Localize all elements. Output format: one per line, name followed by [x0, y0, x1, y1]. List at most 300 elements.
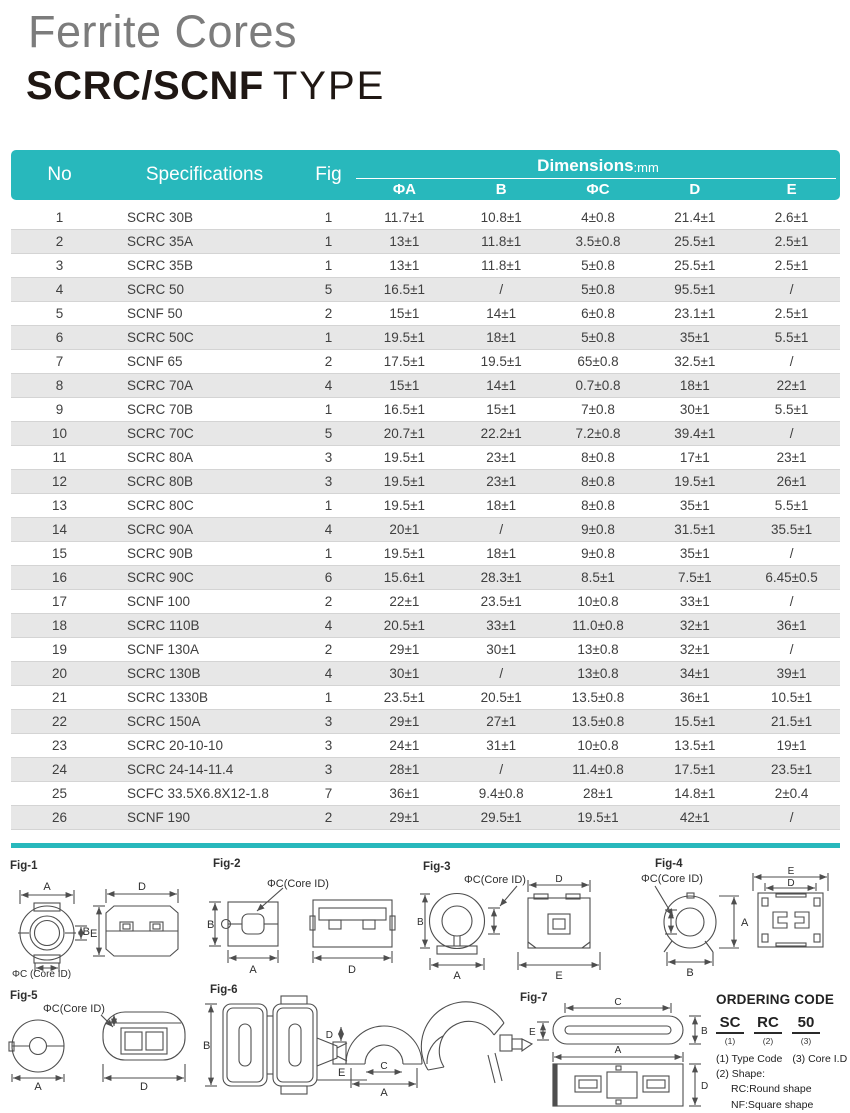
cell-no: 13 — [51, 498, 68, 513]
table-row — [11, 469, 840, 493]
cell-b: / — [499, 522, 504, 537]
cell-no: 1 — [55, 209, 64, 225]
table-row — [11, 805, 840, 829]
code-shape: RC — [754, 1014, 782, 1034]
cell-a: 13±1 — [389, 258, 420, 273]
cell-spec: SCRC 70C — [127, 426, 194, 441]
fig7-dim-c: C — [614, 997, 622, 1008]
code-type: SC — [716, 1014, 744, 1034]
fig1-dim-a: A — [43, 881, 51, 893]
cell-fig: 3 — [324, 738, 333, 753]
cell-d: 35±1 — [679, 330, 710, 345]
cell-no: 25 — [51, 786, 68, 801]
table-row — [11, 517, 840, 541]
cell-d: 36±1 — [679, 690, 710, 705]
cell-e: 2.5±1 — [774, 306, 809, 321]
note-shape-nf: NF:Square shape — [731, 1098, 814, 1111]
cell-fig: 1 — [324, 258, 333, 273]
fig1-dim-b: B — [82, 926, 90, 938]
cell-c: 6±0.8 — [581, 306, 615, 321]
cell-no: 10 — [51, 426, 68, 441]
note-type-code: (1) Type Code — [716, 1053, 783, 1065]
cell-e: 2±0.4 — [774, 786, 809, 801]
fig4-dim-d: D — [787, 878, 795, 889]
fig3-dim-d: D — [555, 874, 563, 885]
cell-spec: SCRC 130B — [127, 666, 201, 681]
cell-e: 2.6±1 — [774, 209, 809, 225]
fig3-label: Fig-3 — [423, 861, 451, 873]
cell-a: 30±1 — [389, 666, 420, 681]
cell-a: 16.5±1 — [383, 282, 425, 297]
cell-c: 0.7±0.8 — [575, 378, 621, 393]
cell-a: 29±1 — [389, 642, 420, 657]
note-core-id: (3) Core I.D — [792, 1053, 848, 1065]
col-header-fig: Fig — [315, 164, 342, 185]
cell-c: 8±0.8 — [581, 474, 615, 489]
cell-e: / — [789, 426, 794, 441]
fig4-dim-a: A — [741, 917, 749, 929]
fig2-dim-b: B — [207, 919, 215, 931]
cell-a: 19.5±1 — [383, 450, 425, 465]
table-row — [11, 541, 840, 565]
table-row — [11, 373, 840, 397]
cell-fig: 4 — [324, 618, 333, 633]
cell-c: 11.4±0.8 — [572, 762, 624, 777]
cell-no: 3 — [55, 258, 64, 273]
subtitle-type-code: SCRC/SCNF — [26, 64, 264, 108]
cell-a: 28±1 — [389, 762, 420, 777]
fig1-label: Fig-1 — [10, 860, 38, 872]
fig4-dim-b: B — [686, 967, 694, 979]
cell-a: 19.5±1 — [383, 498, 425, 513]
cell-c: 7.2±0.8 — [575, 426, 621, 441]
cell-fig: 1 — [324, 234, 333, 249]
cell-e: 26±1 — [776, 474, 807, 489]
fig1-drawing — [2, 876, 202, 978]
cell-no: 8 — [55, 378, 64, 393]
cell-fig: 2 — [324, 642, 333, 657]
cell-spec: SCRC 30B — [127, 209, 194, 225]
col-header-specifications: Specifications — [145, 164, 264, 185]
fig4-dim-e: E — [787, 866, 795, 877]
cell-spec: SCRC 1330B — [127, 690, 209, 705]
fig4-core-id-label: ΦC(Core ID) — [641, 873, 703, 885]
dimensions-word: Dimensions — [537, 156, 634, 175]
fig2-dim-d: D — [348, 964, 356, 976]
note-shape: (2) Shape: — [716, 1068, 766, 1081]
cell-spec: SCRC 80B — [127, 474, 194, 489]
cell-fig: 6 — [324, 570, 333, 585]
cell-spec: SCRC 80C — [127, 498, 194, 513]
cell-d: 42±1 — [679, 810, 710, 825]
ordering-code-parts — [716, 1014, 848, 1046]
fig2-core-id-label: ΦC(Core ID) — [267, 878, 329, 890]
cell-a: 19.5±1 — [383, 330, 425, 345]
cell-spec: SCRC 24-14-11.4 — [127, 762, 234, 777]
table-row — [11, 205, 840, 229]
cell-e: / — [789, 594, 794, 609]
cell-a: 19.5±1 — [383, 474, 425, 489]
table-row — [11, 229, 840, 253]
table-row — [11, 613, 840, 637]
cell-b: 30±1 — [486, 642, 517, 657]
ordering-code-notes — [716, 1052, 848, 1113]
cell-b: 18±1 — [486, 498, 517, 513]
cell-spec: SCRC 90A — [127, 522, 194, 537]
cell-no: 11 — [52, 450, 67, 465]
table-row — [11, 253, 840, 277]
fig7-dim-b: B — [701, 1026, 708, 1037]
cell-fig: 3 — [324, 762, 333, 777]
fig2-dim-a: A — [249, 964, 257, 976]
cell-no: 7 — [55, 354, 64, 369]
fig3-dim-b: B — [417, 917, 424, 928]
cell-spec: SCRC 50C — [127, 330, 194, 345]
cell-a: 16.5±1 — [383, 402, 425, 417]
cell-c: 3.5±0.8 — [575, 234, 621, 249]
cell-a: 24±1 — [389, 738, 420, 753]
cell-c: 4±0.8 — [581, 209, 615, 225]
cell-b: 10.8±1 — [480, 209, 522, 225]
cell-a: 20.7±1 — [383, 426, 425, 441]
table-row — [11, 637, 840, 661]
cell-no: 15 — [51, 546, 68, 561]
cell-d: 25.5±1 — [674, 258, 716, 273]
accent-bar — [11, 843, 840, 848]
fig3-drawing — [417, 872, 620, 982]
subtitle-type-word: TYPE — [272, 64, 386, 108]
cell-c: 5±0.8 — [581, 258, 615, 273]
cell-a: 29±1 — [389, 810, 420, 825]
cell-spec: SCNF 65 — [127, 354, 183, 369]
dimensions-title — [356, 150, 840, 174]
cell-fig: 2 — [324, 354, 333, 369]
col-header-dimensions — [356, 150, 840, 200]
cell-c: 9±0.8 — [581, 546, 615, 561]
cell-a: 13±1 — [389, 234, 420, 249]
cell-no: 26 — [51, 810, 68, 825]
table-row — [11, 301, 840, 325]
fig7-dim-e: E — [529, 1027, 536, 1038]
cell-d: 35±1 — [679, 498, 710, 513]
page-subtitle — [26, 64, 385, 109]
cell-d: 18±1 — [679, 378, 710, 393]
cell-a: 15±1 — [389, 306, 420, 321]
cell-a: 29±1 — [389, 714, 420, 729]
cell-b: 9.4±0.8 — [478, 786, 524, 801]
cell-b: 33±1 — [486, 618, 517, 633]
fig2-label: Fig-2 — [213, 858, 241, 870]
col-header-dim-b: B — [495, 181, 507, 198]
cell-c: 8±0.8 — [581, 450, 615, 465]
cell-no: 17 — [51, 594, 68, 609]
table-body — [11, 205, 840, 830]
table-row — [11, 565, 840, 589]
cell-c: 13±0.8 — [577, 642, 619, 657]
cell-b: 20.5±1 — [480, 690, 522, 705]
cell-b: 23±1 — [486, 450, 517, 465]
cell-b: 14±1 — [486, 378, 517, 393]
table-row — [11, 277, 840, 301]
cell-e: 2.5±1 — [774, 258, 809, 273]
cell-d: 14.8±1 — [674, 786, 716, 801]
code-num-2: (2) — [762, 1036, 774, 1046]
cell-e: 19±1 — [776, 738, 807, 753]
fig3-dim-e: E — [555, 970, 563, 982]
fig7-dim-d: D — [701, 1081, 709, 1092]
table-row — [11, 781, 840, 805]
cell-spec: SCRC 90C — [127, 570, 194, 585]
code-part — [792, 1014, 820, 1046]
cell-fig: 1 — [324, 546, 333, 561]
cell-d: 34±1 — [679, 666, 710, 681]
cell-d: 19.5±1 — [674, 474, 716, 489]
fig6-label: Fig-6 — [210, 984, 238, 996]
cell-b: 28.3±1 — [480, 570, 522, 585]
cell-spec: SCRC 50 — [127, 282, 185, 297]
cell-b: / — [499, 762, 504, 777]
cell-e: / — [789, 282, 794, 297]
cell-b: 23±1 — [486, 474, 517, 489]
cell-b: 31±1 — [486, 738, 517, 753]
cell-c: 8±0.8 — [581, 498, 615, 513]
cell-d: 13.5±1 — [674, 738, 716, 753]
fig1-core-id-label: ΦC (Core ID) — [12, 969, 72, 980]
cell-fig: 4 — [324, 522, 333, 537]
table-row — [11, 661, 840, 685]
cell-e: 10.5±1 — [770, 690, 813, 705]
cell-c: 10±0.8 — [577, 738, 619, 753]
code-num-1: (1) — [724, 1036, 736, 1046]
cell-b: 18±1 — [486, 546, 517, 561]
cell-fig: 1 — [324, 402, 333, 417]
cell-c: 10±0.8 — [577, 594, 619, 609]
table-header — [11, 150, 840, 200]
cell-no: 2 — [55, 234, 64, 249]
dimension-subheaders — [356, 179, 840, 200]
fig1-dim-d: D — [138, 881, 146, 893]
cell-fig: 2 — [324, 594, 333, 609]
cell-no: 16 — [51, 570, 68, 585]
cell-b: 27±1 — [486, 714, 517, 729]
cell-e: 5.5±1 — [774, 498, 809, 513]
cell-c: 7±0.8 — [581, 402, 615, 417]
cell-e: 39±1 — [776, 666, 807, 681]
cell-c: 13.5±0.8 — [571, 714, 625, 729]
fig6-dim-a: A — [380, 1087, 388, 1099]
table-row — [11, 421, 840, 445]
cell-fig: 2 — [324, 306, 333, 321]
cell-a: 20±1 — [389, 522, 420, 537]
fig4-drawing — [635, 868, 850, 980]
cell-e: 6.45±0.5 — [765, 570, 818, 585]
code-part — [716, 1014, 744, 1046]
fig5-drawing — [3, 1002, 203, 1093]
cell-d: 21.4±1 — [674, 209, 716, 225]
cell-c: 65±0.8 — [577, 354, 619, 369]
cell-no: 6 — [55, 330, 64, 345]
cell-b: / — [499, 666, 504, 681]
cell-no: 23 — [51, 738, 68, 753]
table-row — [11, 493, 840, 517]
cell-a: 23.5±1 — [383, 690, 425, 705]
cell-no: 12 — [51, 474, 68, 489]
cell-no: 20 — [51, 666, 68, 681]
cell-fig: 5 — [324, 426, 333, 441]
cell-spec: SCFC 33.5X6.8X12-1.8 — [127, 786, 269, 801]
cell-d: 39.4±1 — [674, 426, 716, 441]
cell-a: 19.5±1 — [383, 546, 425, 561]
fig5-dim-a: A — [34, 1081, 42, 1093]
cell-no: 18 — [51, 618, 68, 633]
ordering-code-title: ORDERING CODE — [716, 992, 835, 1007]
fig6-dim-b: B — [203, 1040, 211, 1052]
cell-no: 5 — [55, 306, 64, 321]
cell-spec: SCRC 35B — [127, 258, 194, 273]
table-row — [11, 685, 840, 709]
cell-no: 19 — [51, 642, 68, 657]
code-part — [754, 1014, 782, 1046]
fig6-drawing — [205, 996, 443, 1106]
cell-spec: SCNF 130A — [127, 642, 200, 657]
fig6-dim-e: E — [338, 1067, 346, 1079]
note-shape-rc: RC:Round shape — [731, 1083, 812, 1096]
cell-fig: 1 — [324, 330, 333, 345]
cell-d: 95.5±1 — [674, 282, 716, 297]
cell-fig: 1 — [324, 209, 333, 225]
ordering-note-row — [716, 1052, 848, 1067]
cell-no: 21 — [51, 690, 68, 705]
dimensions-unit: :mm — [633, 160, 659, 175]
fig6-dim-c: C — [380, 1061, 388, 1072]
fig1-dim-e: E — [90, 928, 98, 940]
table-row — [11, 709, 840, 733]
cell-d: 17.5±1 — [674, 762, 716, 777]
cell-b: 22.2±1 — [480, 426, 522, 441]
fig5-core-id-label: ΦC(Core ID) — [43, 1003, 105, 1015]
cell-fig: 4 — [324, 666, 333, 681]
fig2-drawing — [205, 874, 420, 982]
cell-e: 22±1 — [776, 378, 807, 393]
cell-spec: SCRC 150A — [127, 714, 201, 729]
cell-e: 5.5±1 — [774, 330, 809, 345]
cell-e: 5.5±1 — [774, 402, 809, 417]
cell-c: 13±0.8 — [577, 666, 619, 681]
table-row — [11, 325, 840, 349]
cell-b: 11.8±1 — [481, 234, 522, 249]
cell-b: 19.5±1 — [480, 354, 522, 369]
cell-fig: 3 — [324, 450, 333, 465]
cell-b: / — [499, 282, 504, 297]
cell-no: 4 — [55, 282, 64, 297]
fig7-dim-a: A — [614, 1045, 622, 1056]
cell-b: 23.5±1 — [480, 594, 522, 609]
cell-spec: SCNF 50 — [127, 306, 183, 321]
cell-fig: 3 — [324, 474, 333, 489]
cell-d: 17±1 — [679, 450, 710, 465]
cell-a: 22±1 — [389, 594, 420, 609]
cell-d: 25.5±1 — [674, 234, 716, 249]
cell-d: 32±1 — [679, 618, 710, 633]
code-num-3: (3) — [800, 1036, 812, 1046]
cell-d: 35±1 — [679, 546, 710, 561]
cell-e: 21.5±1 — [770, 714, 813, 729]
cell-fig: 1 — [324, 690, 333, 705]
cell-fig: 2 — [324, 810, 333, 825]
cell-spec: SCRC 110B — [127, 618, 200, 633]
cell-fig: 4 — [324, 378, 333, 393]
code-core-id: 50 — [792, 1014, 820, 1034]
fig5-label: Fig-5 — [10, 990, 38, 1002]
cell-c: 28±1 — [583, 786, 613, 801]
cell-a: 11.7±1 — [384, 209, 425, 225]
cell-spec: SCRC 90B — [127, 546, 194, 561]
fig5-dim-d: D — [140, 1081, 148, 1093]
cell-e: / — [789, 642, 794, 657]
cell-b: 18±1 — [486, 330, 517, 345]
fig7-label: Fig-7 — [520, 992, 548, 1004]
cell-no: 14 — [51, 522, 68, 537]
col-header-no: No — [47, 164, 72, 185]
col-header-dim-c: ΦC — [586, 181, 610, 198]
cell-b: 11.8±1 — [481, 258, 522, 273]
col-header-dim-e: E — [786, 181, 797, 198]
cell-b: 29.5±1 — [480, 810, 522, 825]
cell-e: / — [789, 546, 794, 561]
cell-spec: SCNF 100 — [127, 594, 191, 609]
cell-d: 33±1 — [679, 594, 710, 609]
fig4-label: Fig-4 — [655, 858, 683, 870]
cell-e: / — [789, 810, 794, 825]
fig6-clamp-drawing — [418, 995, 533, 1095]
cell-d: 32.5±1 — [674, 354, 716, 369]
cell-a: 36±1 — [389, 786, 420, 801]
cell-spec: SCRC 20-10-10 — [127, 738, 224, 753]
col-header-dim-a: ΦA — [392, 181, 416, 198]
cell-no: 22 — [51, 714, 68, 729]
table-row — [11, 733, 840, 757]
cell-a: 15.6±1 — [383, 570, 425, 585]
table-row — [11, 349, 840, 373]
cell-d: 15.5±1 — [674, 714, 716, 729]
fig7-drawing — [529, 997, 715, 1112]
page-title: Ferrite Cores — [28, 6, 298, 57]
fig3-core-id-label: ΦC(Core ID) — [464, 874, 526, 886]
table-row — [11, 397, 840, 421]
col-header-dim-d: D — [689, 181, 701, 198]
cell-fig: 5 — [324, 282, 333, 297]
cell-e: 35.5±1 — [770, 522, 813, 537]
cell-c: 9±0.8 — [581, 522, 615, 537]
cell-e: 36±1 — [776, 618, 807, 633]
cell-b: 15±1 — [486, 402, 517, 417]
cell-spec: SCNF 190 — [127, 810, 191, 825]
cell-e: 23.5±1 — [770, 762, 813, 777]
cell-d: 7.5±1 — [677, 570, 712, 585]
cell-c: 8.5±1 — [581, 570, 615, 585]
cell-fig: 1 — [324, 498, 333, 513]
cell-d: 23.1±1 — [674, 306, 716, 321]
cell-spec: SCRC 35A — [127, 234, 194, 249]
cell-a: 15±1 — [389, 378, 420, 393]
cell-b: 14±1 — [486, 306, 517, 321]
cell-spec: SCRC 80A — [127, 450, 194, 465]
cell-c: 11.0±0.8 — [572, 618, 624, 633]
cell-e: / — [789, 354, 794, 369]
cell-a: 17.5±1 — [383, 354, 425, 369]
fig3-dim-a: A — [453, 970, 461, 982]
cell-c: 19.5±1 — [577, 810, 619, 825]
